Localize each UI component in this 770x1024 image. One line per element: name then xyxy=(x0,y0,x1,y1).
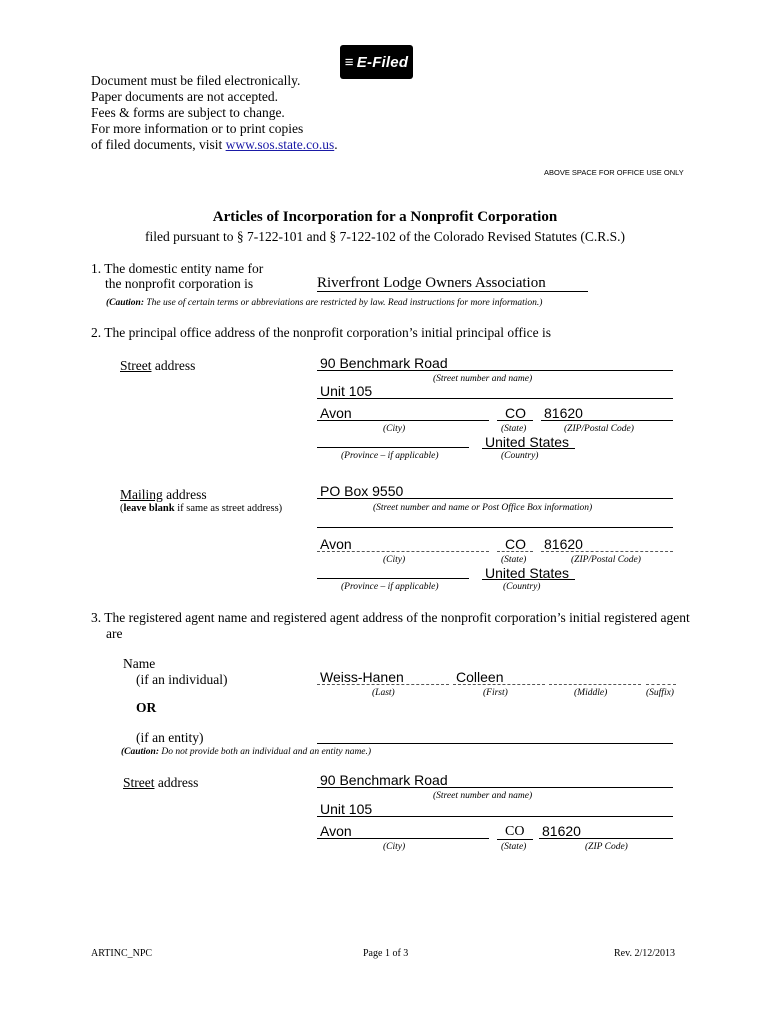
section1-label: 1. The domestic entity name for xyxy=(91,261,264,276)
agent-city[interactable]: Avon xyxy=(320,823,352,839)
agent-street-caption: (Street number and name) xyxy=(433,791,533,801)
state-underline xyxy=(497,420,533,421)
filing-notice xyxy=(91,73,338,153)
agent-name-label: Name xyxy=(123,656,156,671)
zip-underline xyxy=(541,420,673,421)
entity-name-underline xyxy=(317,291,588,292)
mailing-province-underline xyxy=(317,578,469,579)
mailing-country-underline xyxy=(482,579,575,580)
mailing-street-line1[interactable]: PO Box 9550 xyxy=(320,483,404,499)
notice-prefix: of filed documents, visit xyxy=(91,137,226,152)
agent-zip-caption: (ZIP Code) xyxy=(585,842,628,852)
mailing-label-rest: address xyxy=(162,487,207,502)
section1-label-cont: the nonprofit corporation is xyxy=(105,276,254,291)
principal-city[interactable]: Avon xyxy=(320,405,352,421)
e-filed-badge xyxy=(340,45,413,79)
individual-label: (if an individual) xyxy=(136,672,228,687)
mailing-country-caption: (Country) xyxy=(503,582,541,592)
mailing-caption: (Street number and name or Post Office Box information) xyxy=(373,503,593,513)
last-caption: (Last) xyxy=(372,688,395,698)
mailing-address-label xyxy=(120,487,207,503)
page-subtitle: filed pursuant to § 7-122-101 and § 7-122-102 of the Colorado Revised Statutes (C.R.S.) xyxy=(145,229,625,244)
agent-city-underline xyxy=(317,838,489,839)
mailing-line1-underline xyxy=(317,498,673,499)
notice-line: Fees & forms are subject to change. xyxy=(91,105,285,120)
office-use-label: ABOVE SPACE FOR OFFICE USE ONLY xyxy=(544,168,684,177)
agent-zip-underline xyxy=(539,838,673,839)
street-caption: (Street number and name) xyxy=(433,374,533,384)
section2-heading: 2. The principal office address of the nonprofit corporation’s initial principal office is xyxy=(91,325,551,340)
last-name-underline xyxy=(317,684,449,685)
notice-line: For more information or to print copies xyxy=(91,121,304,136)
street-address-label xyxy=(120,358,195,374)
entity-name-field[interactable]: Riverfront Lodge Owners Association xyxy=(317,275,546,291)
mailing-zip-underline xyxy=(541,551,673,552)
caution-bold: (Caution: xyxy=(106,298,145,308)
street-line2-underline xyxy=(317,398,673,399)
zip-caption: (ZIP/Postal Code) xyxy=(564,424,634,434)
mailing-line2-underline xyxy=(317,527,673,528)
province-underline xyxy=(317,447,469,448)
caution-text: The use of certain terms or abbreviations are restricted by law. Read instructions for more information.) xyxy=(144,298,543,308)
principal-zip[interactable]: 81620 xyxy=(544,405,583,421)
mailing-state-caption: (State) xyxy=(501,555,527,565)
principal-country[interactable]: United States xyxy=(485,434,570,450)
suffix-caption: (Suffix) xyxy=(646,688,674,698)
suffix-underline[interactable] xyxy=(646,684,676,685)
section1-caution xyxy=(106,298,542,308)
agent-last-name[interactable]: Weiss-Hanen xyxy=(320,669,404,685)
notice-line: Paper documents are not accepted. xyxy=(91,89,279,104)
caution-text: Do not provide both an individual and an entity name.) xyxy=(159,747,372,757)
agent-state-caption: (State) xyxy=(501,842,527,852)
agent-street-rest: address xyxy=(154,775,199,790)
agent-street-line1[interactable]: 90 Benchmark Road xyxy=(320,772,448,788)
mailing-zip-caption: (ZIP/Postal Code) xyxy=(571,555,641,565)
mailing-state-underline xyxy=(497,551,533,552)
or-label: OR xyxy=(136,700,157,715)
first-caption: (First) xyxy=(483,688,508,698)
agent-city-caption: (City) xyxy=(383,842,406,852)
first-name-underline xyxy=(453,684,545,685)
agent-first-name[interactable]: Colleen xyxy=(456,669,504,685)
revision-date: Rev. 2/12/2013 xyxy=(614,948,676,959)
principal-street-line1[interactable]: 90 Benchmark Road xyxy=(320,355,448,371)
state-caption: (State) xyxy=(501,424,527,434)
principal-street-line2[interactable]: Unit 105 xyxy=(320,383,373,399)
mailing-note-open: ( xyxy=(120,503,124,514)
mailing-city-underline xyxy=(317,551,489,552)
entity-label: (if an entity) xyxy=(136,730,204,745)
agent-zip[interactable]: 81620 xyxy=(542,823,581,839)
mailing-note-bold: leave blank xyxy=(123,503,175,514)
city-underline xyxy=(317,420,489,421)
middle-caption: (Middle) xyxy=(574,688,608,698)
agent-street-line1-underline xyxy=(317,787,673,788)
street-label-rest: address xyxy=(151,358,196,373)
page-title: Articles of Incorporation for a Nonprofit Corporation xyxy=(212,209,558,225)
country-caption: (Country) xyxy=(501,451,539,461)
notice-line xyxy=(91,137,338,153)
country-underline xyxy=(482,448,575,449)
agent-street-line2-underline xyxy=(317,816,673,817)
agent-street-label xyxy=(123,775,198,791)
e-filed-badge-text: E-Filed xyxy=(356,53,409,71)
e-filed-bars-icon: ≡ xyxy=(344,53,353,71)
form-id: ARTINC_NPC xyxy=(91,948,153,959)
principal-state[interactable]: CO xyxy=(505,405,526,421)
agent-street-line2[interactable]: Unit 105 xyxy=(320,801,373,817)
section3-heading: 3. The registered agent name and registered agent address of the nonprofit corporation’s initial registered agent xyxy=(91,610,690,625)
mailing-province-caption: (Province – if applicable) xyxy=(341,582,439,592)
middle-name-underline[interactable] xyxy=(549,684,641,685)
street-label-underlined: Street xyxy=(120,358,152,373)
mailing-label-underlined: Mailing xyxy=(120,487,163,502)
section3-heading-cont: are xyxy=(106,626,123,641)
mailing-city-caption: (City) xyxy=(383,555,406,565)
agent-state[interactable]: CO xyxy=(505,824,525,839)
caution-bold: (Caution: xyxy=(121,747,160,757)
entity-name-line[interactable] xyxy=(317,743,673,744)
mailing-note-rest: if same as street address) xyxy=(174,503,283,514)
mailing-city[interactable]: Avon xyxy=(320,536,352,552)
city-caption: (City) xyxy=(383,424,406,434)
mailing-country[interactable]: United States xyxy=(485,565,570,581)
mailing-note xyxy=(120,503,282,514)
street-line1-underline xyxy=(317,370,673,371)
page-number: Page 1 of 3 xyxy=(363,948,409,959)
agent-state-underline xyxy=(497,839,533,840)
mailing-state[interactable]: CO xyxy=(505,536,526,552)
section3-caution xyxy=(121,747,371,757)
notice-line: Document must be filed electronically. xyxy=(91,73,301,88)
agent-street-underlined: Street xyxy=(123,775,155,790)
notice-suffix: . xyxy=(334,137,338,152)
mailing-zip[interactable]: 81620 xyxy=(544,536,583,552)
sos-website-link[interactable]: www.sos.state.co.us xyxy=(225,137,335,152)
province-caption: (Province – if applicable) xyxy=(341,451,439,461)
